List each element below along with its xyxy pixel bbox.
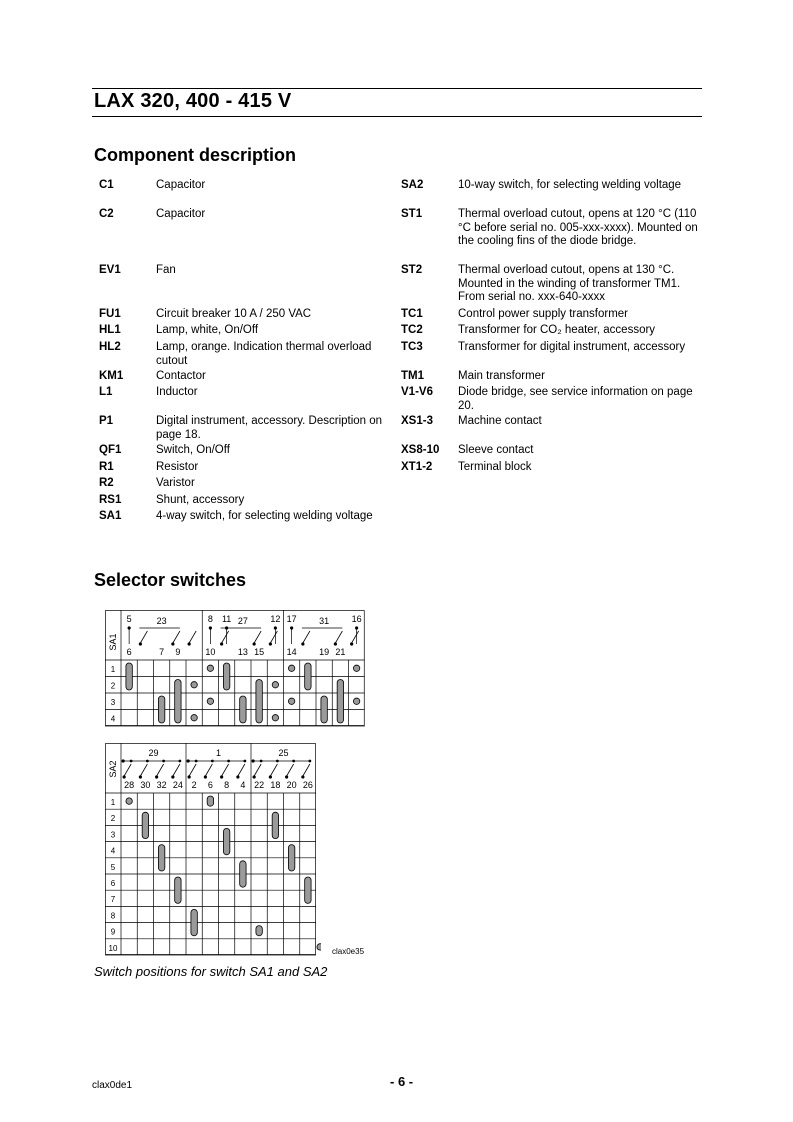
sa1-contact-blade bbox=[270, 631, 277, 643]
sa2-contact-terminal bbox=[269, 775, 272, 778]
sa2-position-dot bbox=[317, 944, 321, 950]
sa1-row-number: 4 bbox=[110, 714, 116, 724]
sa2-contact-terminal bbox=[204, 775, 207, 778]
component-left-description: Capacitor bbox=[156, 208, 206, 220]
sa2-bottom-number: 4 bbox=[240, 780, 246, 790]
selector-switches-heading: Selector switches bbox=[94, 570, 247, 590]
sa2-contact-blade bbox=[222, 764, 229, 776]
component-right-description: Terminal block bbox=[458, 461, 532, 473]
component-right-code: TM1 bbox=[401, 370, 424, 382]
sa2-row-number: 8 bbox=[110, 911, 116, 921]
sa1-position-bar bbox=[256, 680, 262, 724]
component-right-description: Transformer for digital instrument, accessory bbox=[458, 341, 686, 353]
sa1-switch-label: SA1 bbox=[108, 633, 118, 651]
sa1-common-label: 23 bbox=[156, 616, 167, 626]
sa1-position-dot bbox=[207, 698, 213, 704]
component-left-description: 4-way switch, for selecting welding voltage bbox=[156, 510, 373, 522]
component-right-code: TC1 bbox=[401, 308, 423, 320]
sa1-position-bar bbox=[126, 663, 132, 690]
sa2-common-terminal bbox=[187, 759, 190, 762]
sa2-bottom-number: 22 bbox=[254, 780, 265, 790]
sa1-position-bar bbox=[240, 696, 246, 723]
sa2-common-label: 29 bbox=[148, 748, 159, 758]
sa2-bottom-number: 18 bbox=[270, 780, 281, 790]
component-left-code: R2 bbox=[99, 477, 114, 489]
component-left-code: RS1 bbox=[99, 494, 122, 506]
sa2-labels bbox=[108, 748, 313, 953]
component-left-code: R1 bbox=[99, 461, 114, 473]
sa2-position-bar bbox=[158, 845, 164, 871]
sa1-position-bar bbox=[175, 680, 181, 724]
sa2-contact-terminal bbox=[188, 775, 191, 778]
sa1-top-number: 16 bbox=[351, 614, 362, 624]
sa1-top-number: 8 bbox=[207, 614, 213, 624]
sa1-bottom-number: 19 bbox=[319, 647, 330, 657]
sa1-bottom-number: 14 bbox=[286, 647, 297, 657]
sa2-bottom-number: 28 bbox=[124, 780, 135, 790]
sa2-contact-blade bbox=[157, 764, 164, 776]
component-right-description: 10-way switch, for selecting welding voltage bbox=[458, 179, 682, 191]
sa2-common-terminal bbox=[122, 759, 125, 762]
figure-caption: Switch positions for switch SA1 and SA2 bbox=[94, 964, 328, 979]
component-left-code: SA1 bbox=[99, 510, 122, 522]
page-number: - 6 - bbox=[390, 1074, 414, 1089]
sa1-contact-blade bbox=[303, 631, 310, 643]
sa1-position-dot bbox=[288, 698, 294, 704]
figure-id: clax0e35 bbox=[332, 947, 365, 956]
sa2-switch-label: SA2 bbox=[108, 760, 118, 778]
sa2-row-number: 2 bbox=[110, 814, 116, 824]
sa2-row-number: 4 bbox=[110, 846, 116, 856]
sa2-contact-blade bbox=[287, 764, 294, 776]
sa1-position-bar bbox=[305, 663, 311, 690]
component-right-description: Transformer for CO₂ heater, accessory bbox=[458, 324, 656, 336]
component-left-description: Fan bbox=[156, 264, 176, 276]
sa1-top-number: 5 bbox=[126, 614, 132, 624]
component-right-description: Main transformer bbox=[458, 370, 545, 382]
component-left-code: C1 bbox=[99, 179, 114, 191]
component-right-code: SA2 bbox=[401, 179, 424, 191]
component-left-code: C2 bbox=[99, 208, 114, 220]
sa1-position-dot bbox=[191, 682, 197, 688]
sa1-contact-terminal bbox=[334, 642, 337, 645]
sa2-contact-top bbox=[260, 760, 263, 763]
sa2-row-number: 1 bbox=[110, 798, 116, 807]
page-title: LAX 320, 400 - 415 V bbox=[94, 90, 292, 112]
sa1-position-dot bbox=[353, 698, 359, 704]
component-right-code: XS1-3 bbox=[401, 415, 433, 427]
sa1-common-label: 27 bbox=[237, 616, 248, 626]
sa2-position-dot bbox=[126, 798, 132, 804]
sa2-contact-top bbox=[130, 760, 133, 763]
sa1-top-number: 17 bbox=[286, 614, 297, 624]
component-left-description: Digital instrument, accessory. Description on page 18. bbox=[156, 415, 383, 441]
sa1-position-dot bbox=[288, 665, 294, 671]
sa1-position-dot bbox=[207, 665, 213, 671]
sa2-contact-terminal bbox=[139, 775, 142, 778]
sa1-contact-terminal bbox=[350, 642, 353, 645]
sa2-contact-top bbox=[162, 760, 165, 763]
sa2-bottom-number: 30 bbox=[140, 780, 151, 790]
sa1-contact-terminal bbox=[220, 642, 223, 645]
sa1-row-number: 3 bbox=[110, 698, 116, 707]
sa2-contact-terminal bbox=[155, 775, 158, 778]
sa2-common-terminal bbox=[252, 759, 255, 762]
sa1-contact-terminal bbox=[253, 642, 256, 645]
sa2-contact-top bbox=[211, 760, 214, 763]
sa1-contacts bbox=[128, 626, 359, 645]
sa1-contact-blade bbox=[189, 631, 196, 643]
sa2-position-bar bbox=[207, 796, 213, 806]
sa2-switch-diagram bbox=[105, 743, 321, 959]
component-right-code: ST2 bbox=[401, 264, 423, 276]
sa2-contact-blade bbox=[254, 764, 261, 776]
component-left-code: HL2 bbox=[99, 341, 121, 353]
component-left-code: QF1 bbox=[99, 444, 122, 456]
sa1-row-number: 2 bbox=[110, 681, 116, 691]
sa2-contact-terminal bbox=[301, 775, 304, 778]
sa2-common-label: 1 bbox=[215, 748, 222, 758]
component-right-code: TC2 bbox=[401, 324, 423, 336]
sa2-contact-terminal bbox=[253, 775, 256, 778]
sa2-contact-top bbox=[146, 760, 149, 763]
sa2-contacts bbox=[122, 759, 312, 778]
component-right-description: Thermal overload cutout, opens at 120 °C (110 °C before serial no. 005-xxx-xxxx). Mounted on the cooling fins of the diode bridge. bbox=[458, 208, 698, 247]
component-left-description: Switch, On/Off bbox=[156, 444, 230, 456]
sa2-position-bar bbox=[142, 812, 148, 838]
sa2-contact-terminal bbox=[123, 775, 126, 778]
sa1-bottom-number: 9 bbox=[175, 647, 181, 657]
sa2-contact-top bbox=[227, 760, 230, 763]
sa2-contact-terminal bbox=[285, 775, 288, 778]
sa2-contact-top bbox=[276, 760, 279, 763]
sa1-position-bar bbox=[337, 680, 343, 724]
sa2-position-bar bbox=[191, 909, 197, 935]
sa1-contact-blade bbox=[335, 631, 342, 643]
sa1-bottom-number: 10 bbox=[205, 647, 216, 657]
sa2-contact-blade bbox=[238, 764, 245, 776]
sa2-contact-top bbox=[292, 760, 295, 763]
sa1-bottom-number: 21 bbox=[335, 647, 346, 657]
header-rule-bottom bbox=[92, 116, 702, 117]
sa1-switch-diagram bbox=[105, 610, 370, 728]
component-left-description: Shunt, accessory bbox=[156, 494, 245, 506]
component-left-description: Lamp, white, On/Off bbox=[156, 324, 259, 336]
sa1-contact-terminal bbox=[171, 642, 174, 645]
sa1-common-label: 31 bbox=[319, 616, 330, 626]
component-right-code: XS8-10 bbox=[401, 444, 440, 456]
sa1-contact-terminal bbox=[188, 642, 191, 645]
sa2-position-bar bbox=[240, 861, 246, 887]
sa1-contact-terminal bbox=[269, 642, 272, 645]
component-left-code: L1 bbox=[99, 386, 113, 398]
sa1-contact-terminal bbox=[139, 642, 142, 645]
component-left-description: Contactor bbox=[156, 370, 206, 382]
component-left-description: Resistor bbox=[156, 461, 199, 473]
sa2-contact-blade bbox=[270, 764, 277, 776]
sa2-bottom-number: 20 bbox=[286, 780, 297, 790]
sa1-contact-blade bbox=[254, 631, 261, 643]
component-right-description: Machine contact bbox=[458, 415, 542, 427]
sa2-contact-top bbox=[308, 760, 311, 763]
sa2-grid bbox=[105, 743, 316, 955]
sa2-row-number: 5 bbox=[110, 862, 116, 872]
sa2-position-bar bbox=[256, 926, 262, 936]
sa2-position-bar bbox=[175, 877, 181, 903]
sa2-contact-top bbox=[178, 760, 181, 763]
component-right-description: Control power supply transformer bbox=[458, 308, 629, 320]
component-left-description: Lamp, orange. Indication thermal overload cutout bbox=[156, 341, 372, 367]
sa1-bottom-number: 13 bbox=[237, 647, 248, 657]
sa2-contact-terminal bbox=[220, 775, 223, 778]
sa2-position-bar bbox=[223, 828, 229, 854]
component-right-description: Thermal overload cutout, opens at 130 °C. Mounted in the winding of transformer TM1. From serial no. xxx-640-xxxx bbox=[458, 264, 681, 303]
component-right-code: V1-V6 bbox=[401, 386, 433, 398]
sa1-position-bar bbox=[158, 696, 164, 723]
sa2-contact-blade bbox=[124, 764, 131, 776]
component-description-heading: Component description bbox=[94, 145, 296, 165]
sa2-contact-top bbox=[195, 760, 198, 763]
sa2-contact-blade bbox=[140, 764, 147, 776]
sa1-contact-blade bbox=[140, 631, 147, 643]
sa2-position-bar bbox=[272, 812, 278, 838]
sa1-position-bar bbox=[321, 696, 327, 723]
sa1-position-dot bbox=[272, 682, 278, 688]
sa1-position-dot bbox=[272, 715, 278, 721]
sa2-contact-top bbox=[243, 760, 246, 763]
sa2-position-bar bbox=[288, 845, 294, 871]
sa2-contact-blade bbox=[303, 764, 310, 776]
component-left-description: Capacitor bbox=[156, 179, 206, 191]
sa1-position-dot bbox=[191, 715, 197, 721]
sa2-common-label: 25 bbox=[278, 748, 289, 758]
sa2-contact-terminal bbox=[236, 775, 239, 778]
sa2-bottom-number: 6 bbox=[207, 780, 213, 790]
sa1-bottom-number: 15 bbox=[254, 647, 265, 657]
sa2-contact-blade bbox=[173, 764, 180, 776]
sa2-row-number: 7 bbox=[110, 895, 116, 905]
component-left-description: Varistor bbox=[156, 477, 195, 489]
sa1-row-number: 1 bbox=[110, 665, 116, 674]
sa2-row-number: 9 bbox=[110, 927, 116, 937]
sa1-contact-terminal bbox=[301, 642, 304, 645]
sa2-position-marks bbox=[126, 796, 321, 950]
sa1-contact-blade bbox=[222, 631, 229, 643]
sa2-row-number: 3 bbox=[110, 830, 116, 840]
component-right-code: TC3 bbox=[401, 341, 423, 353]
sa1-contact-blade bbox=[352, 631, 359, 643]
sa1-contact-blade bbox=[173, 631, 180, 643]
component-left-code: P1 bbox=[99, 415, 114, 427]
sa2-contact-blade bbox=[205, 764, 212, 776]
component-right-description: Diode bridge, see service information on page 20. bbox=[458, 386, 693, 412]
sa2-row-number: 10 bbox=[108, 943, 118, 953]
component-left-code: HL1 bbox=[99, 324, 121, 336]
sa2-bottom-number: 24 bbox=[172, 780, 183, 790]
sa2-bottom-number: 8 bbox=[224, 780, 230, 790]
sa2-bottom-number: 2 bbox=[191, 780, 197, 790]
sa2-contact-blade bbox=[189, 764, 196, 776]
component-right-description: Sleeve contact bbox=[458, 444, 534, 456]
component-left-code: FU1 bbox=[99, 308, 121, 320]
sa2-contact-terminal bbox=[171, 775, 174, 778]
header-rule-top bbox=[92, 88, 702, 89]
sa2-bottom-number: 32 bbox=[156, 780, 167, 790]
sa2-position-bar bbox=[305, 877, 311, 903]
sa1-position-bar bbox=[223, 663, 229, 690]
sa2-row-number: 6 bbox=[110, 879, 116, 888]
component-left-description: Inductor bbox=[156, 386, 198, 398]
component-right-code: ST1 bbox=[401, 208, 423, 220]
component-left-code: KM1 bbox=[99, 370, 124, 382]
document-id: clax0de1 bbox=[92, 1080, 133, 1091]
sa2-bottom-number: 26 bbox=[302, 780, 313, 790]
component-left-code: EV1 bbox=[99, 264, 121, 276]
component-left-description: Circuit breaker 10 A / 250 VAC bbox=[156, 308, 312, 320]
sa1-bottom-number: 6 bbox=[126, 647, 132, 657]
sa1-top-number: 12 bbox=[270, 614, 281, 624]
component-right-code: XT1-2 bbox=[401, 461, 433, 473]
sa1-position-dot bbox=[353, 665, 359, 671]
sa1-top-number: 11 bbox=[221, 614, 232, 624]
sa1-bottom-number: 7 bbox=[159, 647, 165, 657]
